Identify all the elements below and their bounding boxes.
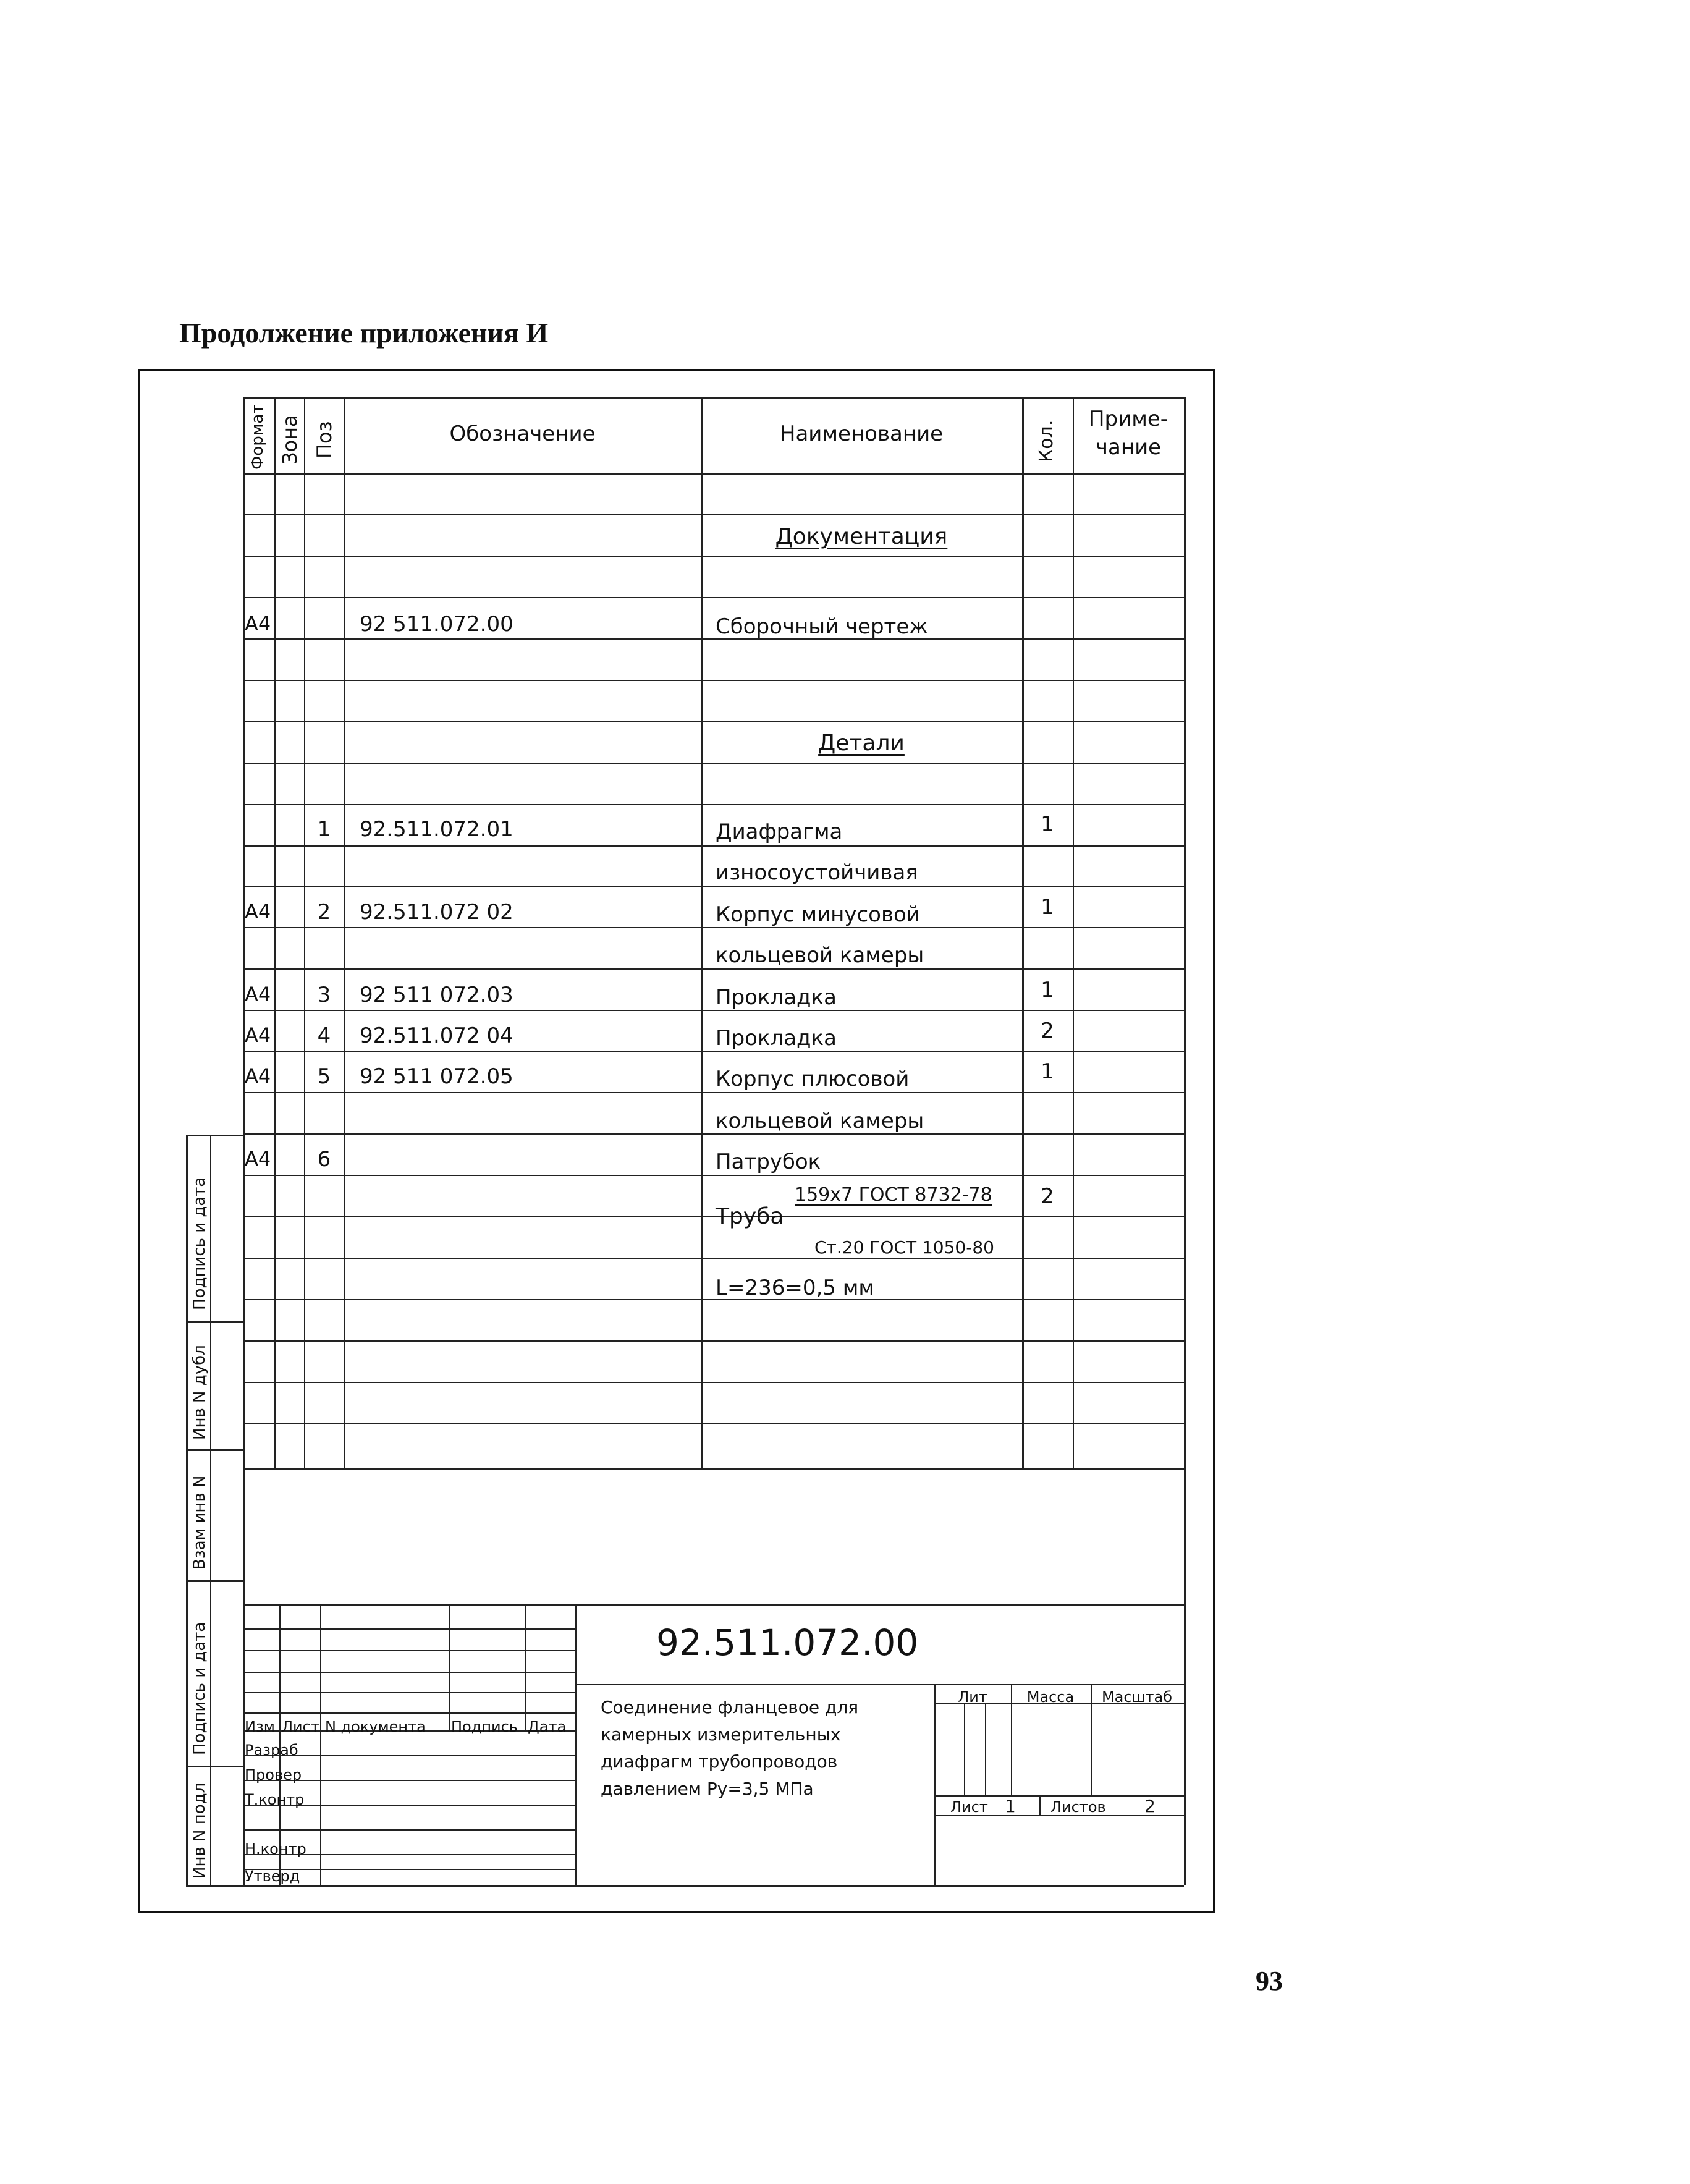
row-line — [243, 804, 1184, 805]
sheet-bottom-line — [186, 1885, 243, 1887]
row-pos: 1 — [317, 817, 331, 842]
row-line — [243, 886, 1184, 887]
row-pos: 4 — [317, 1023, 331, 1048]
title-block-top — [243, 1604, 1184, 1606]
side-label-inv-podl: Инв N подл — [190, 1782, 209, 1879]
side-label-sign-date: Подпись и дата — [190, 1622, 209, 1755]
row-format: А4 — [245, 983, 271, 1006]
row-designation: 92.511.072 04 — [360, 1023, 513, 1048]
title-block-line — [575, 1604, 577, 1885]
header-bottom-line — [243, 473, 1184, 475]
title-block-title-line: Соединение фланцевое для — [601, 1697, 859, 1717]
column-line — [274, 397, 276, 1468]
table-right-border — [1184, 397, 1186, 1885]
row-qty: 1 — [1041, 978, 1054, 1002]
column-line — [1073, 397, 1074, 1468]
title-block-t-kontr: Т.контр — [245, 1791, 305, 1808]
row-designation: 92 511 072.03 — [360, 983, 513, 1007]
title-block-right-line — [1091, 1684, 1092, 1795]
row-line — [243, 968, 1184, 970]
row-line — [243, 1216, 1184, 1217]
column-header-format: Формат — [248, 404, 267, 470]
row-name: Сборочный чертеж — [716, 614, 928, 639]
row-name: Корпус минусовой — [716, 902, 920, 927]
title-block-row — [243, 1672, 575, 1673]
pipe-word: Труба — [716, 1204, 784, 1229]
title-block-right-line — [964, 1703, 965, 1795]
row-line — [243, 1175, 1184, 1176]
side-label-inv-dubl: Инв N дубл — [190, 1345, 209, 1440]
binding-strip-line — [186, 1449, 243, 1451]
row-pos: 3 — [317, 983, 331, 1007]
row-name: Диафрагма — [716, 819, 843, 844]
title-block-list: Лист — [282, 1718, 319, 1735]
page-number: 93 — [1256, 1966, 1283, 1996]
row-qty: 1 — [1041, 895, 1054, 920]
row-format: А4 — [245, 900, 271, 923]
row-line — [243, 556, 1184, 557]
title-block-masshtab: Масштаб — [1101, 1688, 1173, 1706]
row-name: износоустойчивая — [716, 860, 918, 885]
column-line — [344, 397, 345, 1468]
title-block-row — [243, 1829, 575, 1831]
title-block-lit: Лит — [958, 1688, 987, 1706]
column-header-designation: Обозначение — [449, 421, 596, 446]
column-header-note: чание — [1095, 435, 1162, 460]
row-designation: 92.511.072.01 — [360, 817, 513, 842]
title-block-razrab: Разраб — [245, 1742, 298, 1759]
binding-strip-divider — [210, 1135, 211, 1885]
pipe-denominator: Ст.20 ГОСТ 1050-80 — [814, 1237, 994, 1258]
column-line — [304, 397, 305, 1468]
column-header-qty: Кол. — [1036, 420, 1057, 462]
row-line — [243, 927, 1184, 928]
title-block-title-line: диафрагм трубопроводов — [601, 1751, 838, 1772]
binding-strip-line — [186, 1580, 243, 1582]
row-line — [243, 1051, 1184, 1052]
row-line — [243, 1092, 1184, 1093]
column-header-note: Приме- — [1088, 407, 1168, 431]
row-name: Патрубок — [716, 1149, 821, 1174]
row-line — [243, 1258, 1184, 1259]
row-line — [243, 1340, 1184, 1342]
row-line — [243, 597, 1184, 598]
binding-strip-line — [186, 1766, 243, 1767]
row-qty: 2 — [1041, 1018, 1054, 1043]
title-block-row — [243, 1650, 575, 1651]
row-line — [243, 514, 1184, 515]
row-name: кольцевой камеры — [716, 1109, 924, 1133]
title-block-sheet-label: Лист — [950, 1798, 988, 1816]
side-label-sign-date: Подпись и дата — [190, 1177, 209, 1310]
row-format: А4 — [245, 1064, 271, 1088]
row-format: А4 — [245, 612, 271, 635]
row-line — [243, 1468, 1184, 1470]
row-qty: 1 — [1041, 812, 1054, 837]
title-block-sheets-value: 2 — [1144, 1796, 1156, 1816]
row-qty: 1 — [1041, 1059, 1054, 1084]
title-block-sheets-label: Листов — [1050, 1798, 1106, 1816]
title-block-data: Дата — [528, 1718, 567, 1735]
row-line — [243, 763, 1184, 764]
title-block-right-line — [1011, 1684, 1012, 1795]
pipe-numerator: 159x7 ГОСТ 8732-78 — [795, 1184, 992, 1206]
binding-strip-line — [186, 1135, 243, 1136]
side-label-vzam-inv: Взам инв N — [190, 1475, 209, 1570]
row-format: А4 — [245, 1023, 271, 1047]
column-header-zone: Зона — [278, 415, 302, 465]
title-block-row — [243, 1628, 575, 1630]
row-line — [243, 1423, 1184, 1424]
row-line — [243, 1382, 1184, 1383]
binding-strip-left — [186, 1135, 188, 1885]
title-block-title-line: камерных измерительных — [601, 1724, 841, 1745]
title-block-row — [243, 1712, 575, 1714]
row-line — [243, 721, 1184, 722]
title-block-sheet-value: 1 — [1005, 1796, 1016, 1816]
row-pos: 2 — [317, 900, 331, 925]
title-block-izm: Изм — [245, 1718, 275, 1735]
pipe-length: L=236=0,5 мм — [716, 1276, 874, 1300]
binding-strip-line — [186, 1321, 243, 1323]
row-name: Прокладка — [716, 1026, 837, 1051]
column-line — [701, 397, 703, 1468]
row-name: Корпус плюсовой — [716, 1067, 910, 1091]
column-line — [1022, 397, 1024, 1468]
column-header-name: Наименование — [779, 421, 944, 446]
title-block-massa: Масса — [1026, 1688, 1075, 1706]
title-block-right-line — [985, 1703, 986, 1795]
title-block-n-doc: N документа — [325, 1718, 426, 1735]
row-pos: 6 — [317, 1147, 331, 1172]
title-block-podpis: Подпись — [451, 1718, 518, 1735]
title-block-bottom — [243, 1885, 1184, 1887]
row-line — [243, 638, 1184, 640]
specification-sheet — [138, 369, 1215, 1913]
title-block-row — [243, 1692, 575, 1693]
column-header-pos: Поз — [313, 421, 336, 459]
title-block-right-line — [575, 1684, 1184, 1685]
title-block-line — [320, 1604, 321, 1885]
title-block-title-line: давлением Ру=3,5 МПа — [601, 1779, 814, 1799]
title-block-utverd: Утверд — [245, 1868, 300, 1885]
row-designation: 92.511.072 02 — [360, 900, 513, 925]
title-block-right-line — [934, 1684, 936, 1885]
row-qty: 2 — [1041, 1184, 1054, 1209]
row-line — [243, 1133, 1184, 1135]
row-designation: 92 511 072.05 — [360, 1064, 513, 1089]
section-documentation: Документация — [775, 524, 948, 549]
title-block-doc-number: 92.511.072.00 — [656, 1622, 919, 1664]
section-parts: Детали — [818, 730, 905, 756]
page-heading: Продолжение приложения И — [179, 317, 549, 349]
row-line — [243, 845, 1184, 847]
title-block-right-line — [1039, 1795, 1041, 1815]
title-block-prover: Провер — [245, 1766, 302, 1784]
row-name: кольцевой камеры — [716, 943, 924, 968]
row-format: А4 — [245, 1147, 271, 1170]
row-line — [243, 1010, 1184, 1011]
row-designation: 92 511.072.00 — [360, 612, 513, 637]
title-block-n-kontr: Н.контр — [245, 1840, 306, 1858]
table-top-border — [243, 397, 1184, 399]
row-pos: 5 — [317, 1064, 331, 1089]
row-line — [243, 1299, 1184, 1300]
row-name: Прокладка — [716, 985, 837, 1010]
row-line — [243, 680, 1184, 681]
